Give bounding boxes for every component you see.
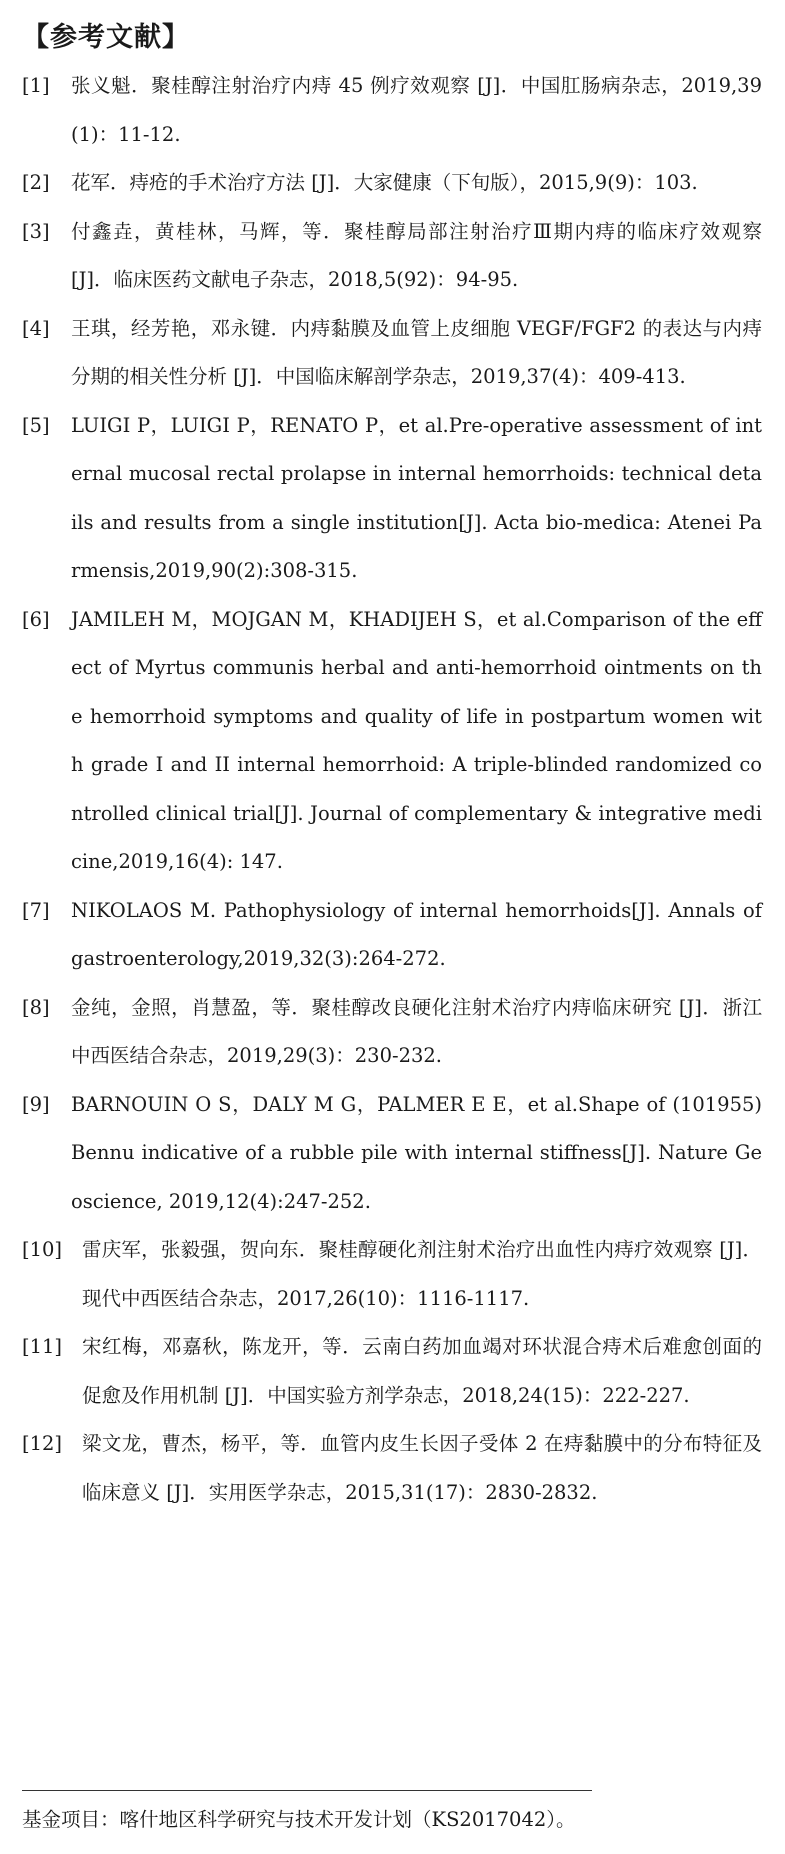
reference-item xyxy=(22,159,762,208)
reference-item xyxy=(22,1323,762,1420)
reference-text: 花军．痔疮的手术治疗方法 [J]．大家健康（下旬版），2015,9(9)：103. xyxy=(71,171,698,194)
reference-item xyxy=(22,1081,762,1227)
reference-text: 张义魁．聚桂醇注射治疗内痔 45 例疗效观察 [J]．中国肛肠病杂志，2019,39(1)：11-12. xyxy=(71,74,762,146)
footnote-divider xyxy=(22,1790,592,1791)
reference-text: LUIGI P，LUIGI P，RENATO P，et al.Pre-operative assessment of internal mucosal rectal prolapse in internal hemorrhoids: technical details and results from a single institution[J]. Acta bio-medica: Atenei Parmensis,2019,90(2):308-315. xyxy=(71,413,762,582)
reference-number: [12] xyxy=(22,1432,63,1455)
reference-number: [2] xyxy=(22,171,50,194)
reference-number: [6] xyxy=(22,607,50,631)
funding-footnote: 基金项目：喀什地区科学研究与技术开发计划（KS2017042）。 xyxy=(22,1808,576,1831)
reference-text: 雷庆军，张毅强，贺向东．聚桂醇硬化剂注射术治疗出血性内痔疗效观察 [J]．现代中西医结合杂志，2017,26(10)：1116-1117. xyxy=(82,1238,762,1310)
reference-item xyxy=(22,596,762,887)
reference-item xyxy=(22,984,762,1081)
reference-number: [3] xyxy=(22,219,50,243)
reference-list xyxy=(22,62,762,1517)
reference-number: [7] xyxy=(22,898,50,922)
reference-item xyxy=(22,1226,762,1323)
reference-text: JAMILEH M，MOJGAN M，KHADIJEH S，et al.Comparison of the effect of Myrtus communis herbal and anti-hemorrhoid ointments on the hemorrhoid symptoms and quality of life in postpartum women with grade I and II internal hemorrhoid: A triple-blinded randomized controlled clinical trial[J]. Journal of complementary & integrative medicine,2019,16(4): 147. xyxy=(71,607,762,873)
reference-number: [8] xyxy=(22,995,50,1019)
reference-number: [5] xyxy=(22,413,50,437)
reference-item xyxy=(22,887,762,984)
reference-number: [10] xyxy=(22,1238,63,1261)
reference-text: BARNOUIN O S，DALY M G，PALMER E E，et al.Shape of (101955)Bennu indicative of a rubble pile with internal stiffness[J]. Nature Geoscience, 2019,12(4):247-252. xyxy=(71,1092,762,1213)
reference-item xyxy=(22,1420,762,1517)
reference-number: [4] xyxy=(22,316,50,340)
references-heading: 【参考文献】 xyxy=(22,22,190,53)
reference-text: NIKOLAOS M. Pathophysiology of internal hemorrhoids[J]. Annals of gastroenterology,2019,32(3):264-272. xyxy=(71,898,762,970)
reference-text: 梁文龙，曹杰，杨平，等．血管内皮生长因子受体 2 在痔黏膜中的分布特征及临床意义 [J]．实用医学杂志，2015,31(17)：2830-2832. xyxy=(82,1432,762,1504)
reference-text: 宋红梅，邓嘉秋，陈龙开，等．云南白药加血竭对环状混合痔术后难愈创面的促愈及作用机制 [J]．中国实验方剂学杂志，2018,24(15)：222-227. xyxy=(82,1335,762,1407)
reference-item xyxy=(22,62,762,159)
reference-number: [9] xyxy=(22,1092,50,1116)
reference-text: 金纯，金照，肖慧盈，等．聚桂醇改良硬化注射术治疗内痔临床研究 [J]．浙江中西医结合杂志，2019,29(3)：230-232. xyxy=(71,995,762,1067)
reference-number: [1] xyxy=(22,74,50,97)
reference-number: [11] xyxy=(22,1335,63,1358)
reference-item xyxy=(22,402,762,596)
reference-item xyxy=(22,305,762,402)
reference-text: 付鑫垚，黄桂林，马辉，等．聚桂醇局部注射治疗Ⅲ期内痔的临床疗效观察 [J]．临床医药文献电子杂志，2018,5(92)：94-95. xyxy=(71,219,762,291)
reference-item xyxy=(22,208,762,305)
reference-text: 王琪，经芳艳，邓永键．内痔黏膜及血管上皮细胞 VEGF/FGF2 的表达与内痔分期的相关性分析 [J]．中国临床解剖学杂志，2019,37(4)：409-413. xyxy=(71,316,762,388)
